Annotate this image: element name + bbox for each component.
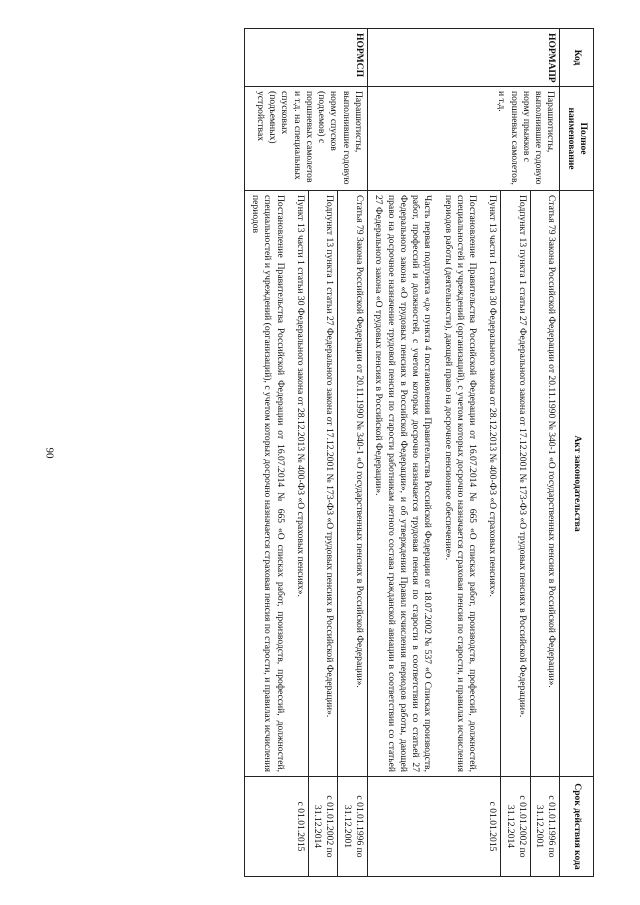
term-cell: с 01.01.1996 по 31.12.2001 bbox=[530, 777, 560, 877]
act-paragraph: Пункт 13 части 1 статьи 30 Федерального закона от 28.12.2013 № 400-ФЗ «О страховых пенсиях». bbox=[487, 195, 499, 597]
header-code: Код bbox=[560, 29, 594, 87]
act-paragraph: Статья 79 Закона Российской Федерации от 20.11.1990 № 340-1 «О государственных пенсиях в Российской Федерации». bbox=[354, 195, 366, 688]
code-cell: НОРМСП bbox=[244, 29, 367, 87]
table-header-row bbox=[560, 29, 594, 877]
act-paragraph: Подпункт 13 пункта 1 статьи 27 Федерального закона от 17.12.2001 № 173-ФЗ «О трудовых пенсиях в Российской Федерации». bbox=[516, 195, 528, 718]
act-paragraph: Подпункт 13 пункта 1 статьи 27 Федерального закона от 17.12.2001 № 173-ФЗ «О трудовых пенсиях в Российской Федерации». bbox=[324, 195, 336, 718]
law-codes-table bbox=[244, 28, 594, 877]
page-number: 90 bbox=[43, 447, 56, 459]
act-cell bbox=[244, 191, 308, 777]
term-cell: с 01.01.2002 по 31.12.2014 bbox=[308, 777, 338, 877]
header-full-name: Полное наименование bbox=[560, 87, 594, 191]
act-cell bbox=[368, 191, 501, 777]
act-paragraph: Постановление Правительства Российской Федерации от 16.07.2014 № 665 «О списках работ, производств, профессий, должностей, специальностей и учреждений (организаций), с учетом которых досрочно назначается страховая пенсия по старости, и правилах исчисления периодов bbox=[250, 195, 286, 772]
act-paragraph: Постановление Правительства Российской Федерации от 16.07.2014 № 665 «О списках работ, производств, профессий, должностей, специальностей и учреждений (организаций), с учетом которых досрочно назначается страховая пенсия по старости, и правилах исчисления периодов работы (деятельности), дающей право на досрочное пенсионное обеспечение». bbox=[442, 195, 479, 772]
term-cell: с 01.01.2015 bbox=[244, 777, 308, 877]
act-paragraph: Часть первая подпункта «д» пункта 4 постановления Правительства Российской Федерации от 18.07.2002 № 537 «О Списках производств, работ, профессий и должностей, с учетом которых досрочно назначается трудовая пенсия по старости в соответствии со статьей 27 Федерального закона «О трудовых пенсиях в Российской Федерации», и об утверждении Правил исчисления периодов работы, дающей право на досрочное назначение трудовой пенсии по старости работникам летного состава гражданской авиации в соответствии со статьей 27 Федерального закона «О трудовых пенсиях в Российской Федерации». bbox=[373, 195, 434, 772]
header-code-validity: Срок действия кода bbox=[560, 777, 594, 877]
header-legislative-act: Акт законодательства bbox=[560, 191, 594, 777]
full-name-cell: Парашютисты, выполнившие годовую норму прыжков с поршневых самолетов, и т.д. bbox=[368, 87, 560, 191]
term-cell: с 01.01.2002 по 31.12.2014 bbox=[501, 777, 531, 877]
code-cell: НОРМАПР bbox=[368, 29, 560, 87]
table-row bbox=[338, 29, 368, 877]
term-cell: с 01.01.1996 по 31.12.2001 bbox=[338, 777, 368, 877]
full-name-cell: Парашютисты, выполнившие годовую норму спусков (подъемов) с поршневых самолетов и т.д. на специальных спусковых (подъемных) устройствах bbox=[244, 87, 367, 191]
rotated-page bbox=[72, 28, 594, 876]
act-cell bbox=[338, 191, 368, 777]
table-row bbox=[530, 29, 560, 877]
act-cell bbox=[530, 191, 560, 777]
act-cell bbox=[501, 191, 531, 777]
act-cell bbox=[308, 191, 338, 777]
term-cell: с 01.01.2015 bbox=[368, 777, 501, 877]
act-paragraph: Статья 79 Закона Российской Федерации от 20.11.1990 № 340-1 «О государственных пенсиях в Российской Федерации». bbox=[546, 195, 558, 688]
act-paragraph: Пункт 13 части 1 статьи 30 Федерального закона от 28.12.2013 № 400-ФЗ «О страховых пенсиях». bbox=[294, 195, 306, 597]
